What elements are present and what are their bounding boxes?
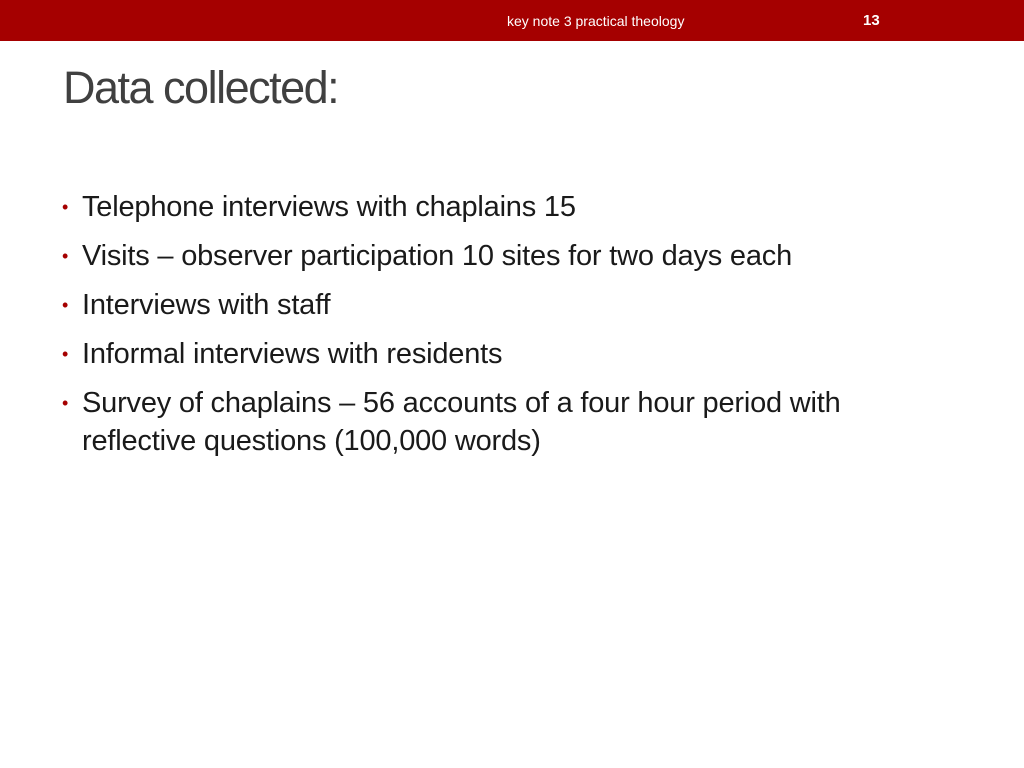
bullet-item (62, 335, 962, 373)
bullet-item (62, 188, 962, 226)
bullet-dot-icon: • (62, 246, 69, 266)
bullet-item (62, 237, 962, 275)
bullet-text: Informal interviews with residents (82, 338, 503, 370)
bullet-text: Survey of chaplains – 56 accounts of a four hour period with reflective questions (100,000 words) (82, 387, 841, 457)
page-title: Data collected: (63, 62, 339, 113)
bullet-list (62, 188, 962, 471)
bullet-dot-icon: • (62, 197, 69, 217)
header-title: key note 3 practical theology (507, 13, 685, 29)
bullet-dot-icon: • (62, 295, 69, 315)
bullet-text: Interviews with staff (82, 289, 331, 321)
header-bar (0, 0, 1024, 41)
bullet-dot-icon: • (62, 344, 69, 364)
slide-number: 13 (863, 12, 880, 29)
bullet-item (62, 286, 962, 324)
bullet-item (62, 384, 962, 460)
bullet-text: Visits – observer participation 10 sites for two days each (82, 240, 793, 272)
bullet-text: Telephone interviews with chaplains 15 (82, 191, 576, 223)
bullet-dot-icon: • (62, 393, 69, 413)
